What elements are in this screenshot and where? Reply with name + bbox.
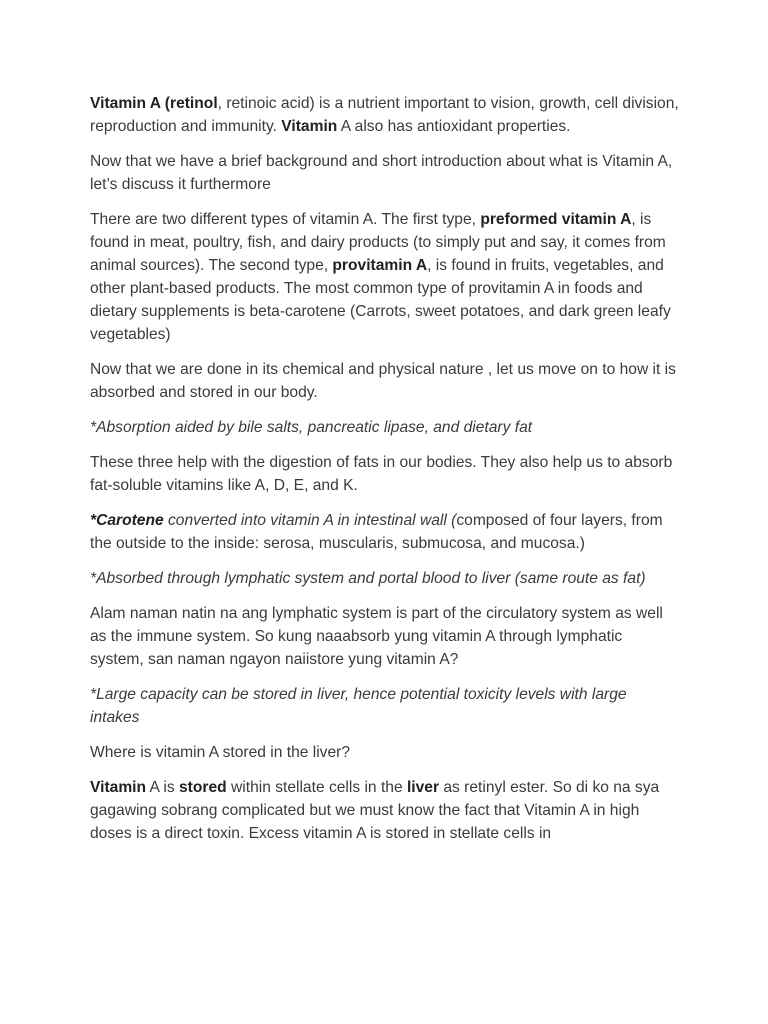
paragraph-absorption-note — [90, 416, 680, 439]
text-run: , is found in fruits, vegetables, and other plant-based products. The most common type of provitamin A in foods and dietary supplements is beta-carotene (Carrots, sweet potatoes, and dark green leafy vegetables) — [90, 257, 671, 343]
text-run: , is found in meat, poultry, fish, and dairy products (to simply put and say, it comes from animal sources). The second type, — [90, 211, 666, 274]
text-run: A also has antioxidant properties. — [337, 118, 571, 135]
paragraph-background: Now that we have a brief background and short introduction about what is Vitamin A, let’s discuss it furthermore — [90, 153, 673, 193]
paragraph-capacity-note — [90, 683, 680, 729]
bold-term: Vitamin A (retinol — [90, 95, 218, 112]
italic-note — [90, 512, 456, 529]
text-run: There are two different types of vitamin A. The first type, — [90, 211, 481, 228]
bold-term: stored — [179, 779, 227, 796]
paragraph-carotene — [90, 509, 680, 555]
text-run: , retinoic acid) is a nutrient important to vision, growth, cell division, reproduction and immunity. — [90, 95, 679, 135]
text-run: within stellate cells in the — [226, 779, 407, 796]
bold-term: provitamin A — [332, 257, 428, 274]
document-body — [90, 92, 680, 857]
paragraph-lymphatic-note — [90, 567, 680, 590]
paragraph-types — [90, 208, 680, 346]
paragraph-transition: Now that we are done in its chemical and physical nature , let us move on to how it is absorbed and stored in our body. — [90, 361, 676, 401]
paragraph-vitamin-a-intro — [90, 92, 680, 138]
paragraph-lymphatic: Alam naman natin na ang lymphatic system is part of the circulatory system as well as the immune system. So kung naaabsorb yung vitamin A through lymphatic system, san naman ngayon naiistore yung vitamin A? — [90, 605, 663, 668]
bold-term: Vitamin — [90, 779, 147, 796]
bold-term: *Carotene — [90, 512, 164, 529]
paragraph-question: Where is vitamin A stored in the liver? — [90, 744, 351, 761]
bold-term: liver — [406, 779, 440, 796]
text-run: converted into vitamin A in intestinal wall ( — [163, 512, 457, 529]
bold-term: Vitamin — [281, 118, 338, 135]
bold-term: preformed vitamin A — [480, 211, 632, 228]
italic-note: *Large capacity can be stored in liver, hence potential toxicity levels with large intakes — [90, 686, 627, 726]
paragraph-storage — [90, 776, 680, 845]
text-run: as retinyl ester. So di ko na sya gagawing sobrang complicated but we must know the fact that Vitamin A in high doses is a direct toxin. Excess vitamin A is stored in stellate cells in — [90, 779, 660, 842]
text-run: composed of four layers, from the outside to the inside: serosa, muscularis, submucosa, and mucosa.) — [90, 512, 663, 552]
italic-note: *Absorption aided by bile salts, pancreatic lipase, and dietary fat — [90, 419, 533, 436]
italic-note: *Absorbed through lymphatic system and portal blood to liver (same route as fat) — [90, 570, 646, 587]
text-run: A is — [146, 779, 179, 796]
paragraph-digestion: These three help with the digestion of fats in our bodies. They also help us to absorb fat-soluble vitamins like A, D, E, and K. — [90, 454, 673, 494]
